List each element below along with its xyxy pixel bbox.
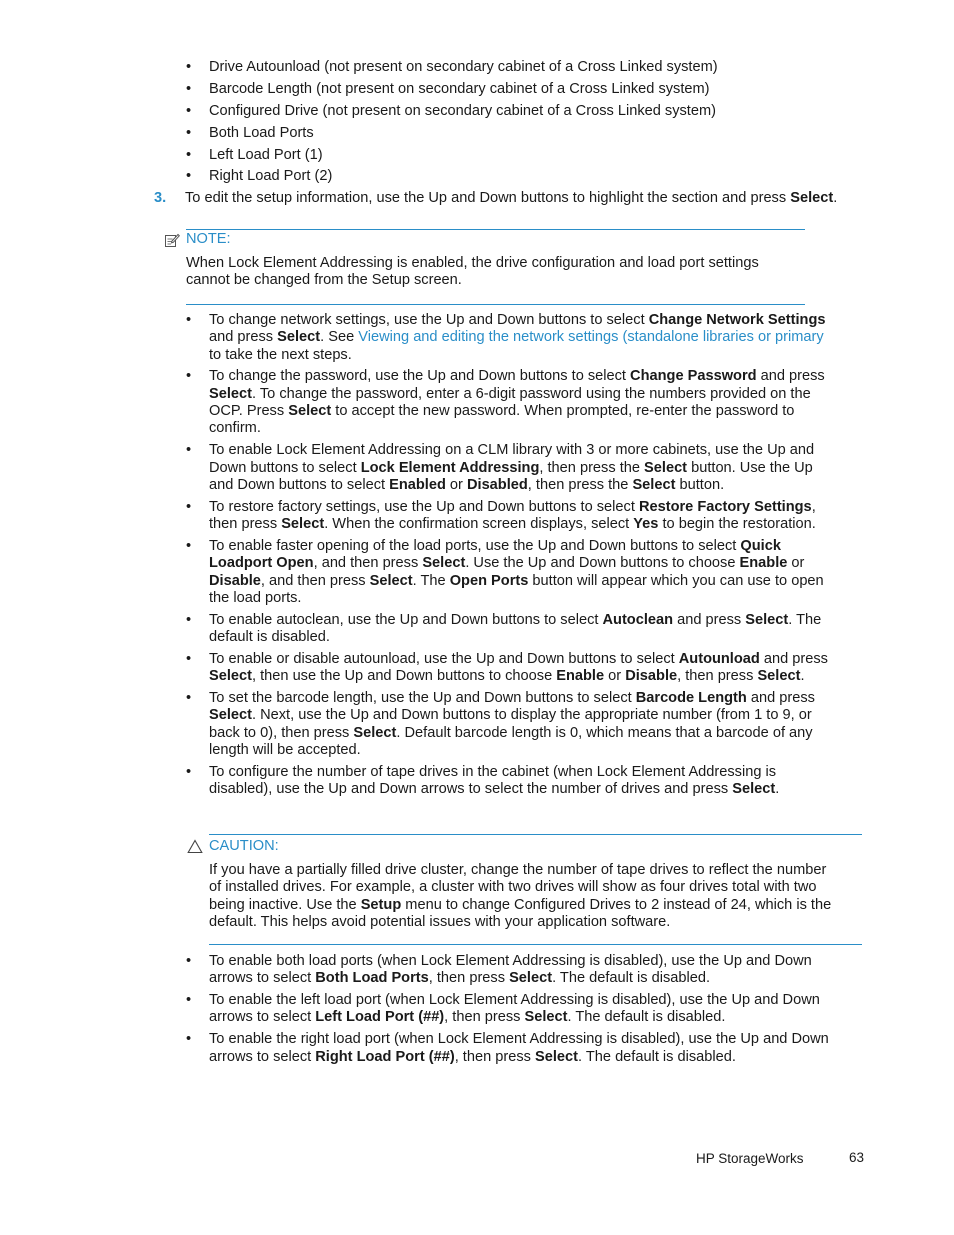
caution-title: CAUTION: bbox=[187, 838, 279, 855]
footer-page-number: 63 bbox=[849, 1150, 865, 1165]
list-item-quick-loadport: • To enable faster opening of the load ports, use the Up and Down buttons to select Quick Loadport Open, and then press Select. Use the Up and Down buttons to choose Enable or Disable, and then press Select. The Open Ports button will appear which you can use to open the load ports. bbox=[186, 538, 836, 607]
list-item: • Drive Autounload (not present on secondary cabinet of a Cross Linked system) bbox=[186, 59, 866, 76]
load-port-list bbox=[186, 953, 836, 1071]
list-item-restore: • To restore factory settings, use the Up and Down buttons to select Restore Factory Settings, then press Select. When the confirmation screen displays, select Yes to begin the restoration. bbox=[186, 499, 836, 534]
list-item-password: • To change the password, use the Up and Down buttons to select Change Password and press Select. To change the password, enter a 6-digit password using the numbers provided on the OCP. Press Select to accept the new password. When prompted, re-enter the password to confirm. bbox=[186, 368, 836, 437]
note-pencil-icon bbox=[164, 232, 180, 248]
list-item: • Barcode Length (not present on secondary cabinet of a Cross Linked system) bbox=[186, 81, 866, 98]
list-item-drives: • To configure the number of tape drives in the cabinet (when Lock Element Addressing is disabled), use the Up and Down arrows to select the number of drives and press Select. bbox=[186, 764, 836, 799]
list-item-autounload: • To enable or disable autounload, use the Up and Down buttons to select Autounload and press Select, then use the Up and Down buttons to choose Enable or Disable, then press Select. bbox=[186, 651, 836, 686]
list-item-both-ports: • To enable both load ports (when Lock Element Addressing is disabled), use the Up and Down arrows to select Both Load Ports, then press Select. The default is disabled. bbox=[186, 953, 836, 988]
note-body: When Lock Element Addressing is enabled, the drive configuration and load port settings cannot be changed from the Setup screen. bbox=[186, 255, 759, 289]
network-settings-link[interactable]: Viewing and editing the network settings (standalone libraries or primary bbox=[358, 329, 824, 346]
list-item: • Right Load Port (2) bbox=[186, 168, 866, 185]
setup-actions-list bbox=[186, 312, 836, 803]
list-item-network: • To change network settings, use the Up and Down buttons to select Change Network Settings and press Select. See Viewing and editing the network settings (standalone libraries or primary to take the next steps. bbox=[186, 312, 836, 364]
note-top-rule bbox=[186, 229, 805, 230]
list-item: • Configured Drive (not present on secondary cabinet of a Cross Linked system) bbox=[186, 103, 866, 120]
footer-product-name: HP StorageWorks bbox=[696, 1151, 804, 1166]
caution-bottom-rule bbox=[209, 944, 862, 945]
list-item-autoclean: • To enable autoclean, use the Up and Down buttons to select Autoclean and press Select. The default is disabled. bbox=[186, 612, 836, 647]
caution-body: If you have a partially filled drive cluster, change the number of tape drives to reflect the number of installed drives. For example, a cluster with two drives will show as four drives total with two being inactive. Use the Setup menu to change Configured Drives to 2 instead of 24, which is the default. This helps avoid potential issues with your application software. bbox=[209, 862, 832, 930]
caution-top-rule bbox=[209, 834, 862, 835]
list-item: • Both Load Ports bbox=[186, 125, 866, 142]
list-item-barcode: • To set the barcode length, use the Up and Down buttons to select Barcode Length and press Select. Next, use the Up and Down buttons to display the appropriate number (from 1 to 9, or back to 0), then press Select. Default barcode length is 0, which means that a barcode of any length will be accepted. bbox=[186, 690, 836, 759]
list-item-right-port: • To enable the right load port (when Lock Element Addressing is disabled), use the Up and Down arrows to select Right Load Port (##), then press Select. The default is disabled. bbox=[186, 1031, 836, 1066]
step-text: To edit the setup information, use the Up and Down buttons to highlight the section and press Select. bbox=[185, 190, 838, 206]
list-item-lock-element: • To enable Lock Element Addressing on a CLM library with 3 or more cabinets, use the Up and Down buttons to select Lock Element Addressing, then press the Select button. Use the Up and Down buttons to select Enabled or Disabled, then press the Select button. bbox=[186, 442, 836, 494]
setup-items-list bbox=[186, 59, 866, 190]
caution-triangle-icon bbox=[187, 839, 203, 854]
note-bottom-rule bbox=[186, 304, 805, 305]
list-item-left-port: • To enable the left load port (when Lock Element Addressing is disabled), use the Up and Down arrows to select Left Load Port (##), then press Select. The default is disabled. bbox=[186, 992, 836, 1027]
list-item: • Left Load Port (1) bbox=[186, 147, 866, 164]
note-title: NOTE: bbox=[164, 231, 231, 248]
step-number: 3. bbox=[154, 190, 167, 206]
